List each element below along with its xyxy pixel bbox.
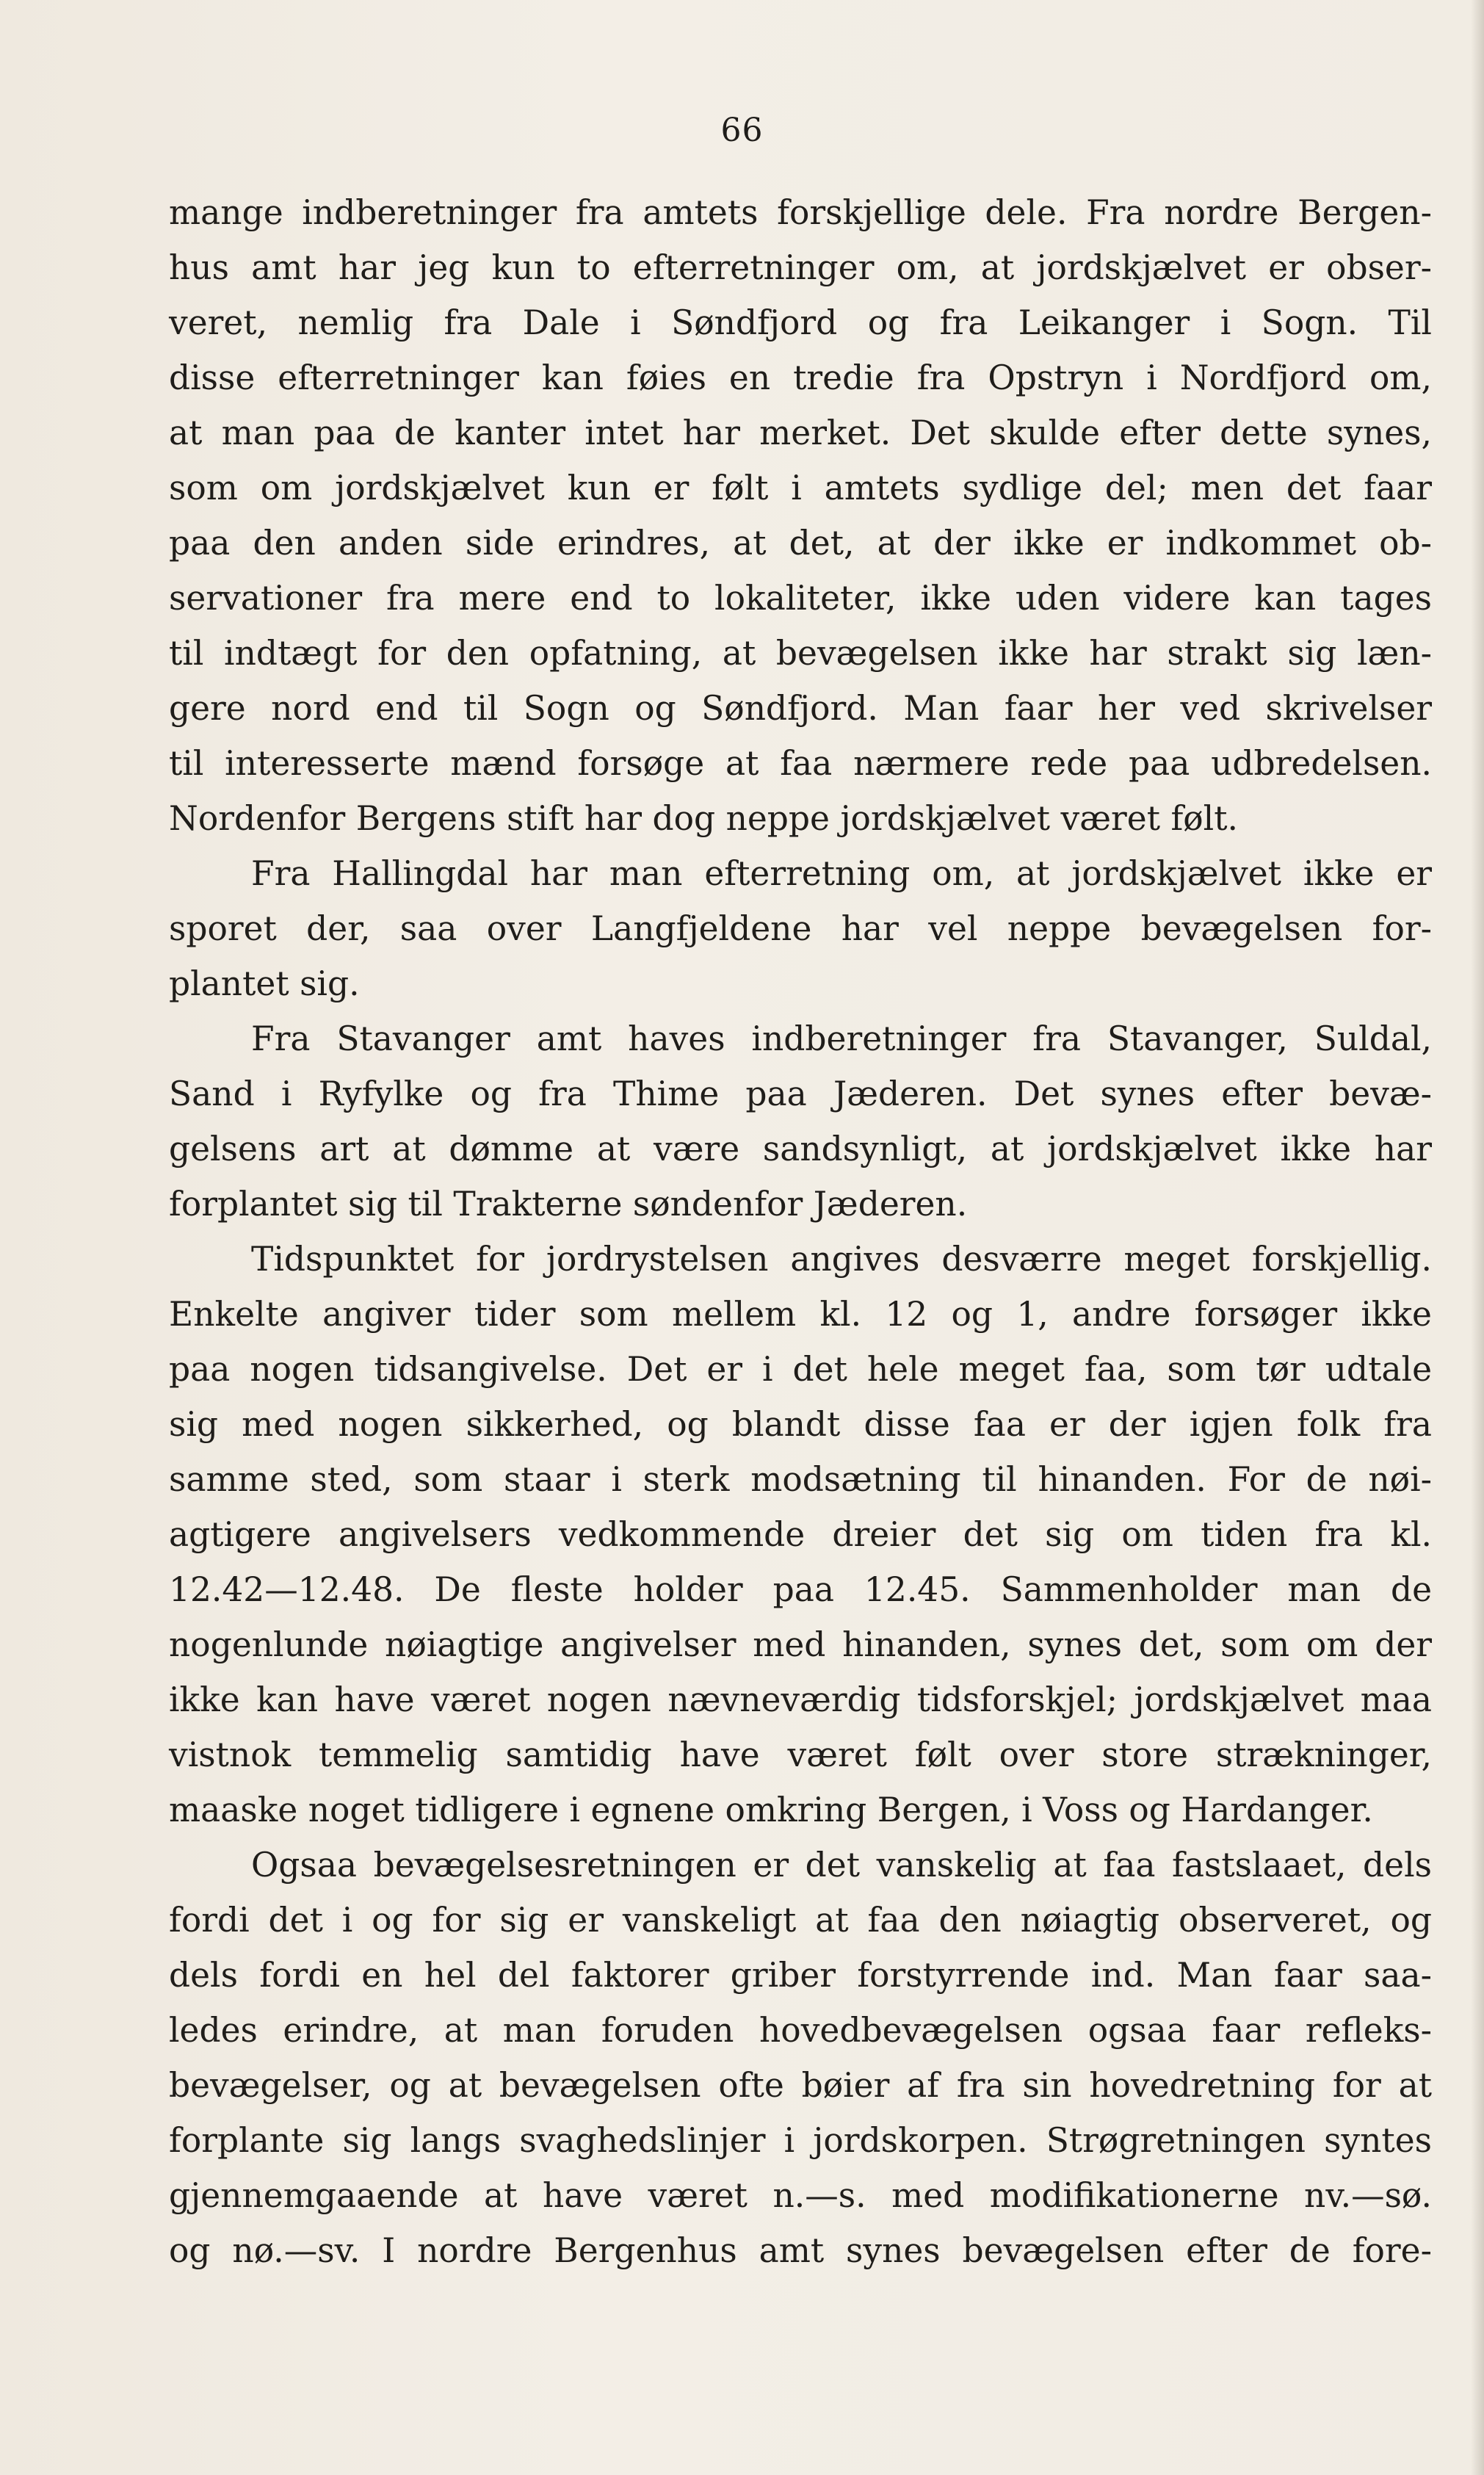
body-text: [169, 185, 1432, 2278]
text-line: Tidspunktet for jordrystelsen angives desværre meget forskjellig.: [251, 1240, 1432, 1279]
text-line: samme sted, som staar i sterk modsætning til hinanden. For de nøi-: [169, 1460, 1432, 1499]
text-line: forplante sig langs svaghedslinjer i jordskorpen. Strøgretningen syntes: [169, 2121, 1432, 2160]
text-line: Fra Hallingdal har man efterretning om, at jordskjælvet ikke er: [251, 854, 1432, 893]
text-line: ikke kan have været nogen nævneværdig tidsforskjel; jordskjælvet maa: [169, 1680, 1432, 1719]
text-line: mange indberetninger fra amtets forskjellige dele. Fra nordre Bergen-: [169, 193, 1432, 232]
text-line: fordi det i og for sig er vanskeligt at faa den nøiagtig observeret, og: [169, 1901, 1432, 1940]
text-line: 12.42—12.48. De fleste holder paa 12.45. Sammenholder man de: [169, 1570, 1432, 1609]
text-line: bevægelser, og at bevægelsen ofte bøier af fra sin hovedretning for at: [169, 2066, 1432, 2105]
text-line: servationer fra mere end to lokaliteter, ikke uden videre kan tages: [169, 579, 1432, 618]
text-line: og nø.—sv. I nordre Bergenhus amt synes bevægelsen efter de fore-: [169, 2231, 1432, 2270]
text-line: vistnok temmelig samtidig have været følt over store strækninger,: [169, 1735, 1432, 1774]
text-line: forplantet sig til Trakterne søndenfor Jæderen.: [169, 1185, 968, 1224]
text-line: gjennemgaaende at have været n.—s. med modifikationerne nv.—sø.: [169, 2176, 1432, 2215]
text-line: til interesserte mænd forsøge at faa nærmere rede paa udbredelsen.: [169, 744, 1432, 783]
text-line: Enkelte angiver tider som mellem kl. 12 og 1, andre forsøger ikke: [169, 1295, 1432, 1334]
text-line: nogenlunde nøiagtige angivelser med hinanden, synes det, som om der: [169, 1625, 1432, 1664]
text-line: Fra Stavanger amt haves indberetninger fra Stavanger, Suldal,: [251, 1019, 1432, 1058]
text-line: gere nord end til Sogn og Søndfjord. Man faar her ved skrivelser: [169, 689, 1432, 728]
text-line: paa nogen tidsangivelse. Det er i det hele meget faa, som tør udtale: [169, 1350, 1432, 1389]
text-line: paa den anden side erindres, at det, at der ikke er indkommet ob-: [169, 524, 1432, 563]
text-line: plantet sig.: [169, 964, 360, 1003]
text-line: sig med nogen sikkerhed, og blandt disse faa er der igjen folk fra: [169, 1405, 1432, 1444]
text-line: Sand i Ryfylke og fra Thime paa Jæderen. Det synes efter bevæ-: [169, 1074, 1432, 1113]
page-edge-shadow: [1471, 0, 1484, 2475]
text-line: dels fordi en hel del faktorer griber forstyrrende ind. Man faar saa-: [169, 1956, 1432, 1995]
text-line: som om jordskjælvet kun er følt i amtets sydlige del; men det faar: [169, 469, 1432, 507]
text-line: sporet der, saa over Langfjeldene har vel neppe bevægelsen for-: [169, 909, 1432, 948]
page-number: 66: [720, 112, 764, 149]
text-line: agtigere angivelsers vedkommende dreier det sig om tiden fra kl.: [169, 1515, 1432, 1554]
text-line: hus amt har jeg kun to efterretninger om, at jordskjælvet er obser-: [169, 248, 1432, 287]
text-line: til indtægt for den opfatning, at bevægelsen ikke har strakt sig læn-: [169, 634, 1432, 673]
text-line: gelsens art at dømme at være sandsynligt, at jordskjælvet ikke har: [169, 1130, 1432, 1168]
text-line: Ogsaa bevægelsesretningen er det vanskelig at faa fastslaaet, dels: [251, 1846, 1432, 1885]
text-line: Nordenfor Bergens stift har dog neppe jordskjælvet været følt.: [169, 799, 1238, 838]
text-line: ledes erindre, at man foruden hovedbevægelsen ogsaa faar refleks-: [169, 2011, 1432, 2050]
text-line: veret, nemlig fra Dale i Søndfjord og fra Leikanger i Sogn. Til: [169, 303, 1432, 342]
text-line: at man paa de kanter intet har merket. Det skulde efter dette synes,: [169, 413, 1432, 452]
text-line: disse efterretninger kan føies en tredie fra Opstryn i Nordfjord om,: [169, 358, 1432, 397]
text-line: maaske noget tidligere i egnene omkring Bergen, i Voss og Hardanger.: [169, 1791, 1373, 1829]
